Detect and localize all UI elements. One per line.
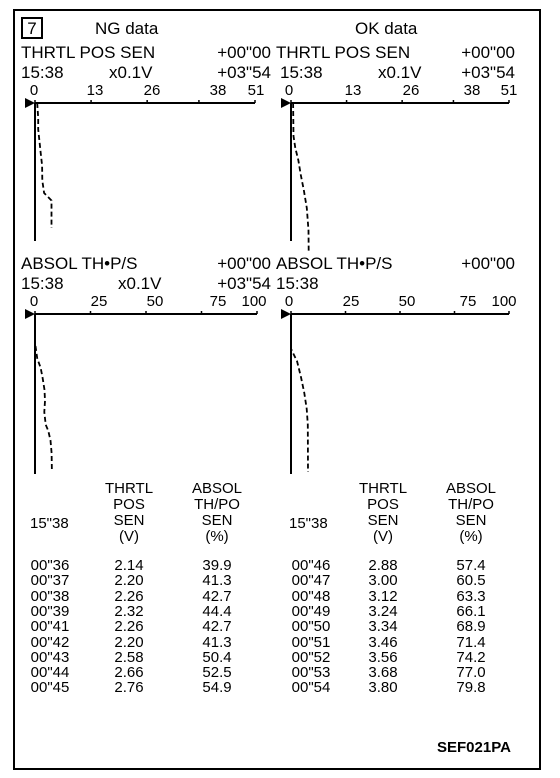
ng-cell-time: 00"44 — [30, 664, 70, 682]
ng-col1-header-line-4: (V) — [119, 528, 139, 545]
ok-absol-start-marker — [281, 309, 291, 319]
ok-cell-thrtl-pos-sen: 3.56 — [368, 648, 398, 666]
ok-tps-start-time: +00"00 — [461, 43, 515, 62]
ok-absol-tick-3: 75 — [459, 293, 477, 310]
ng-tps-start-time: +00"00 — [217, 43, 271, 62]
ok-cell-thrtl-pos-sen: 3.34 — [368, 618, 398, 636]
ok-cell-absol-th-po-sen: 66.1 — [456, 602, 486, 620]
ng-time-header: 15"38 — [30, 515, 69, 532]
ok-cell-time: 00"52 — [291, 648, 331, 666]
ok-cell-absol-th-po-sen: 68.9 — [456, 618, 486, 636]
figure-number-badge: 7 — [21, 17, 43, 39]
ok-cell-thrtl-pos-sen: 3.80 — [368, 679, 398, 697]
ok-absol-waveform-line — [291, 314, 308, 472]
ng-cell-thrtl-pos-sen: 2.32 — [114, 602, 144, 620]
ng-absol-tick-1: 25 — [90, 293, 108, 310]
ok-cell-absol-th-po-sen: 79.8 — [456, 679, 486, 697]
ng-absol-end-time: +03"54 — [217, 274, 271, 293]
ng-absol-tick-2: 50 — [146, 293, 164, 310]
ng-col2-header-line-4: (%) — [205, 528, 229, 545]
ok-col2-header-line-4: (%) — [459, 528, 483, 545]
ng-cell-thrtl-pos-sen: 2.26 — [114, 618, 144, 636]
ng-cell-time: 00"43 — [30, 648, 70, 666]
ng-absol-tick-4: 100 — [241, 293, 267, 310]
ok-col1-header-line-4: (V) — [373, 528, 393, 545]
ok-cell-time: 00"46 — [291, 557, 331, 574]
ng-cell-thrtl-pos-sen: 2.14 — [114, 557, 144, 574]
ok-tps-end-time: +03"54 — [461, 63, 515, 82]
ng-tps-time: 15:38 — [21, 63, 64, 82]
ok-cell-time: 00"53 — [291, 664, 331, 682]
ng-cell-absol-th-po-sen: 42.7 — [202, 587, 232, 605]
ng-col2-header-line-1: ABSOL — [191, 480, 243, 497]
ng-col2-header-line-2: TH/PO — [194, 496, 240, 513]
ok-cell-time: 00"50 — [291, 618, 331, 636]
ok-cell-time: 00"49 — [291, 602, 331, 620]
ok-absol-tick-4: 100 — [491, 293, 517, 310]
ng-panel-title: NG data — [95, 19, 159, 38]
ng-tps-tick-0: 0 — [29, 82, 39, 99]
ok-tps-time: 15:38 — [280, 63, 323, 82]
ng-cell-thrtl-pos-sen: 2.66 — [114, 664, 144, 682]
ng-tps-end-time: +03"54 — [217, 63, 271, 82]
ok-cell-thrtl-pos-sen: 2.88 — [368, 557, 398, 574]
ng-cell-absol-th-po-sen: 50.4 — [202, 648, 232, 666]
ng-cell-time: 00"38 — [30, 587, 70, 605]
ok-col1-header-line-3: SEN — [367, 512, 399, 529]
ng-cell-absol-th-po-sen: 41.3 — [202, 572, 232, 590]
ng-tps-tick-1: 13 — [86, 82, 104, 99]
ok-absol-start-time: +00"00 — [461, 254, 515, 273]
ng-absol-label: ABSOL TH•P/S — [21, 254, 138, 273]
ng-cell-thrtl-pos-sen: 2.20 — [114, 572, 144, 590]
ok-tps-tick-2: 26 — [402, 82, 420, 99]
ng-cell-absol-th-po-sen: 52.5 — [202, 664, 232, 682]
ng-cell-time: 00"42 — [30, 633, 70, 651]
ok-cell-thrtl-pos-sen: 3.68 — [368, 664, 398, 682]
ok-cell-time: 00"48 — [291, 587, 331, 605]
ok-col1-header-line-2: POS — [367, 496, 399, 513]
ok-col2-header-line-1: ABSOL — [445, 480, 497, 497]
ok-cell-absol-th-po-sen: 57.4 — [456, 557, 486, 574]
ok-tps-label: THRTL POS SEN — [276, 43, 411, 62]
ok-tps-tick-1: 13 — [344, 82, 362, 99]
ok-time-header: 15"38 — [289, 515, 328, 532]
ng-cell-absol-th-po-sen: 54.9 — [202, 679, 232, 697]
ng-cell-time: 00"39 — [30, 602, 70, 620]
ok-cell-thrtl-pos-sen: 3.00 — [368, 572, 398, 590]
ok-cell-absol-th-po-sen: 74.2 — [456, 648, 486, 666]
ng-col2-header-line-3: SEN — [201, 512, 233, 529]
figure-code: SEF021PA — [437, 739, 511, 756]
ng-cell-time: 00"41 — [30, 618, 70, 636]
ng-cell-thrtl-pos-sen: 2.58 — [114, 648, 144, 666]
ok-cell-thrtl-pos-sen: 3.46 — [368, 633, 398, 651]
ng-cell-time: 00"45 — [30, 679, 70, 697]
ok-cell-absol-th-po-sen: 71.4 — [456, 633, 486, 651]
ng-absol-time: 15:38 — [21, 274, 64, 293]
ok-absol-tick-2: 50 — [398, 293, 416, 310]
ng-cell-absol-th-po-sen: 39.9 — [202, 557, 232, 574]
ng-tps-label: THRTL POS SEN — [21, 43, 156, 62]
ng-cell-thrtl-pos-sen: 2.26 — [114, 587, 144, 605]
ok-cell-absol-th-po-sen: 60.5 — [456, 572, 486, 590]
ok-col1-header-line-1: THRTL — [358, 480, 408, 497]
ng-cell-thrtl-pos-sen: 2.76 — [114, 679, 144, 697]
ok-cell-time: 00"47 — [291, 572, 331, 590]
ok-cell-absol-th-po-sen: 77.0 — [456, 664, 486, 682]
ng-cell-absol-th-po-sen: 41.3 — [202, 633, 232, 651]
ok-absol-time: 15:38 — [276, 274, 319, 293]
ng-col1-header-line-2: POS — [113, 496, 145, 513]
ok-tps-tick-0: 0 — [284, 82, 294, 99]
ok-absol-label: ABSOL TH•P/S — [276, 254, 393, 273]
ng-tps-tick-3: 38 — [209, 82, 227, 99]
ng-cell-absol-th-po-sen: 44.4 — [202, 602, 232, 620]
ok-col2-header-line-2: TH/PO — [448, 496, 494, 513]
ok-absol-tick-1: 25 — [342, 293, 360, 310]
ok-tps-tick-4: 51 — [500, 82, 518, 99]
ok-absol-tick-0: 0 — [284, 293, 294, 310]
ng-absol-tick-3: 75 — [209, 293, 227, 310]
ng-cell-thrtl-pos-sen: 2.20 — [114, 633, 144, 651]
figure-frame — [13, 9, 541, 770]
ok-cell-time: 00"54 — [291, 679, 331, 697]
ng-tps-tick-2: 26 — [143, 82, 161, 99]
ok-col2-header-line-3: SEN — [455, 512, 487, 529]
ok-cell-absol-th-po-sen: 63.3 — [456, 587, 486, 605]
ok-tps-tick-3: 38 — [463, 82, 481, 99]
ng-absol-start-time: +00"00 — [217, 254, 271, 273]
ok-cell-time: 00"51 — [291, 633, 331, 651]
ok-cell-thrtl-pos-sen: 3.24 — [368, 602, 398, 620]
ng-col1-header-line-1: THRTL — [104, 480, 154, 497]
ng-absol-tick-0: 0 — [29, 293, 39, 310]
ng-cell-time: 00"37 — [30, 572, 70, 590]
ng-absol-unit: x0.1V — [118, 274, 162, 293]
ok-tps-unit: x0.1V — [378, 63, 422, 82]
ng-col1-header-line-3: SEN — [113, 512, 145, 529]
ok-panel-title: OK data — [355, 19, 418, 38]
ng-tps-tick-4: 51 — [247, 82, 265, 99]
ng-tps-unit: x0.1V — [109, 63, 153, 82]
ng-cell-time: 00"36 — [30, 557, 70, 574]
ok-cell-thrtl-pos-sen: 3.12 — [368, 587, 398, 605]
ng-cell-absol-th-po-sen: 42.7 — [202, 618, 232, 636]
